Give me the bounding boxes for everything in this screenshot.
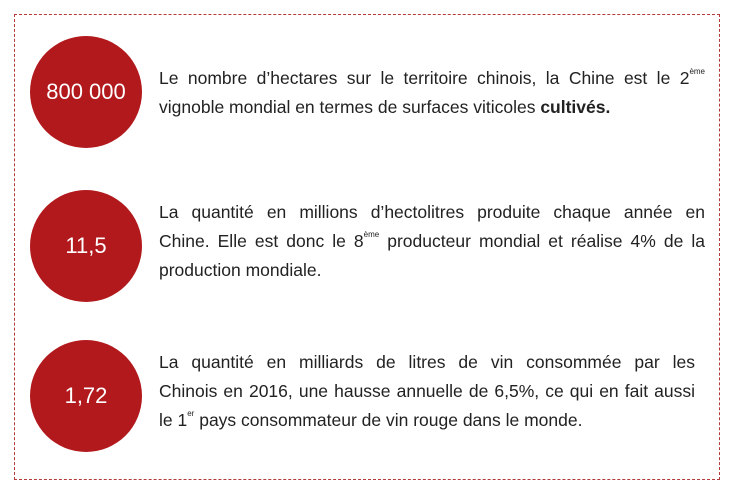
- superscript: ème: [689, 67, 705, 77]
- description-line: [159, 377, 695, 406]
- text-segment: producteur mondial et réalise 4% de la: [379, 231, 705, 251]
- stat-description: [159, 198, 705, 285]
- text-segment: Le nombre d’hectares sur le territoire chinois, la Chine est le 2: [159, 68, 690, 88]
- text-segment: vignoble mondial en termes de surfaces viticoles: [159, 97, 541, 117]
- emphasized-word: cultivés.: [540, 97, 611, 117]
- text-segment: La quantité en milliards de litres de vin consommée par les: [159, 352, 695, 372]
- stat-value: 1,72: [64, 383, 108, 408]
- text-segment: Chine. Elle est donc le 8: [159, 231, 364, 251]
- description-line: [159, 348, 695, 377]
- text-segment: Chinois en 2016, une hausse annuelle de 6,5%, ce qui en fait aussi: [159, 381, 695, 401]
- stat-value-circle: [30, 190, 142, 302]
- description-line: [159, 406, 695, 435]
- text-segment: production mondiale.: [159, 260, 322, 280]
- superscript: er: [187, 409, 195, 419]
- description-line: [159, 64, 705, 93]
- stat-value: 800 000: [46, 79, 126, 104]
- description-line: [159, 256, 705, 285]
- description-line: [159, 93, 705, 122]
- description-line: [159, 227, 705, 256]
- text-segment: pays consommateur de vin rouge dans le monde.: [194, 410, 583, 430]
- superscript: ème: [363, 230, 380, 240]
- stat-value-circle: [30, 36, 142, 148]
- stat-description: [159, 64, 705, 122]
- description-line: [159, 198, 705, 227]
- stat-value: 11,5: [65, 233, 107, 258]
- text-segment: La quantité en millions d’hectolitres produite chaque année en: [159, 202, 705, 222]
- text-segment: le 1: [159, 410, 188, 430]
- stat-value-circle: [30, 340, 142, 452]
- stat-description: [159, 348, 695, 435]
